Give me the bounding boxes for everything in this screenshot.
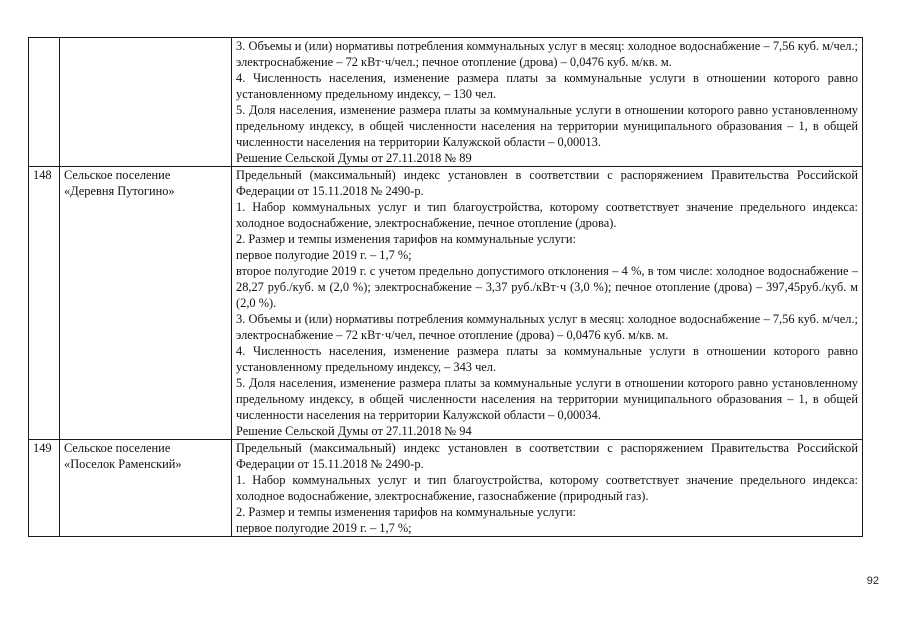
settlement-name-line: Сельское поселение bbox=[64, 168, 171, 182]
paragraph: 5. Доля населения, изменение размера платы за коммунальные услуги в отношении которого равно установленному предельному индексу, в общей численности населения на территории муниципального образования – 1, в общей численности населения на территории Калужской области – 0,00013. bbox=[236, 103, 858, 149]
paragraph: 4. Численность населения, изменение размера платы за коммунальные услуги в отношении которого равно установленному предельному индексу, – 130 чел. bbox=[236, 71, 858, 101]
paragraph: 2. Размер и темпы изменения тарифов на коммунальные услуги: bbox=[236, 505, 576, 519]
paragraph: 1. Набор коммунальных услуг и тип благоустройства, которому соответствует значение предельного индекса: холодное водоснабжение, электроснабжение, газоснабжение (природный газ). bbox=[236, 473, 858, 503]
decision-reference: Решение Сельской Думы от 27.11.2018 № 94 bbox=[236, 424, 472, 438]
settlement-name-line: «Деревня Путогино» bbox=[64, 184, 175, 198]
row-number bbox=[29, 38, 60, 167]
paragraph: Предельный (максимальный) индекс установлен в соответствии с распоряжением Правительства Российской Федерации от 15.11.2018 № 2490-р. bbox=[236, 168, 858, 198]
settlement-name-line: «Поселок Раменский» bbox=[64, 457, 182, 471]
page-number: 92 bbox=[866, 575, 879, 587]
paragraph: первое полугодие 2019 г. – 1,7 %; bbox=[236, 521, 412, 535]
table-row bbox=[29, 167, 863, 440]
paragraph: 4. Численность населения, изменение размера платы за коммунальные услуги в отношении которого равно установленному предельному индексу, – 343 чел. bbox=[236, 344, 858, 374]
paragraph: 2. Размер и темпы изменения тарифов на коммунальные услуги: bbox=[236, 232, 576, 246]
tariff-table bbox=[28, 37, 863, 537]
table-row bbox=[29, 38, 863, 167]
settlement-name-line: Сельское поселение bbox=[64, 441, 171, 455]
paragraph: 3. Объемы и (или) нормативы потребления коммунальных услуг в месяц: холодное водоснабжение – 7,56 куб. м/чел.; электроснабжение – 72 кВт·ч/чел.; печное отопление (дрова) – 0,0476 куб. м/кв. м. bbox=[236, 39, 858, 69]
paragraph: первое полугодие 2019 г. – 1,7 %; bbox=[236, 248, 412, 262]
paragraph: 3. Объемы и (или) нормативы потребления коммунальных услуг в месяц: холодное водоснабжение – 7,56 куб. м/чел.; электроснабжение – 72 кВт·ч/чел, печное отопление (дрова) – 0,0476 куб. м/кв. м. bbox=[236, 312, 858, 342]
settlement-name bbox=[60, 440, 232, 537]
table-row bbox=[29, 440, 863, 537]
row-content bbox=[232, 38, 863, 167]
paragraph: второе полугодие 2019 г. с учетом предельно допустимого отклонения – 4 %, в том числе: холодное водоснабжение – 28,27 руб./куб. м (2,0 %); электроснабжение – 3,37 руб./кВт·ч (3,0 %); печное отопление (дрова) – 397,45руб./куб. м (2,0 %). bbox=[236, 264, 858, 310]
row-number: 148 bbox=[29, 167, 60, 440]
paragraph: 5. Доля населения, изменение размера платы за коммунальные услуги в отношении которого равно установленному предельному индексу, в общей численности населения на территории муниципального образования – 1, в общей численности населения на территории Калужской области – 0,00034. bbox=[236, 376, 858, 422]
paragraph: Предельный (максимальный) индекс установлен в соответствии с распоряжением Правительства Российской Федерации от 15.11.2018 № 2490-р. bbox=[236, 441, 858, 471]
decision-reference: Решение Сельской Думы от 27.11.2018 № 89 bbox=[236, 151, 472, 165]
row-number: 149 bbox=[29, 440, 60, 537]
paragraph: 1. Набор коммунальных услуг и тип благоустройства, которому соответствует значение предельного индекса: холодное водоснабжение, электроснабжение, печное отопление (дрова). bbox=[236, 200, 858, 230]
row-content bbox=[232, 440, 863, 537]
settlement-name bbox=[60, 38, 232, 167]
settlement-name bbox=[60, 167, 232, 440]
row-content bbox=[232, 167, 863, 440]
